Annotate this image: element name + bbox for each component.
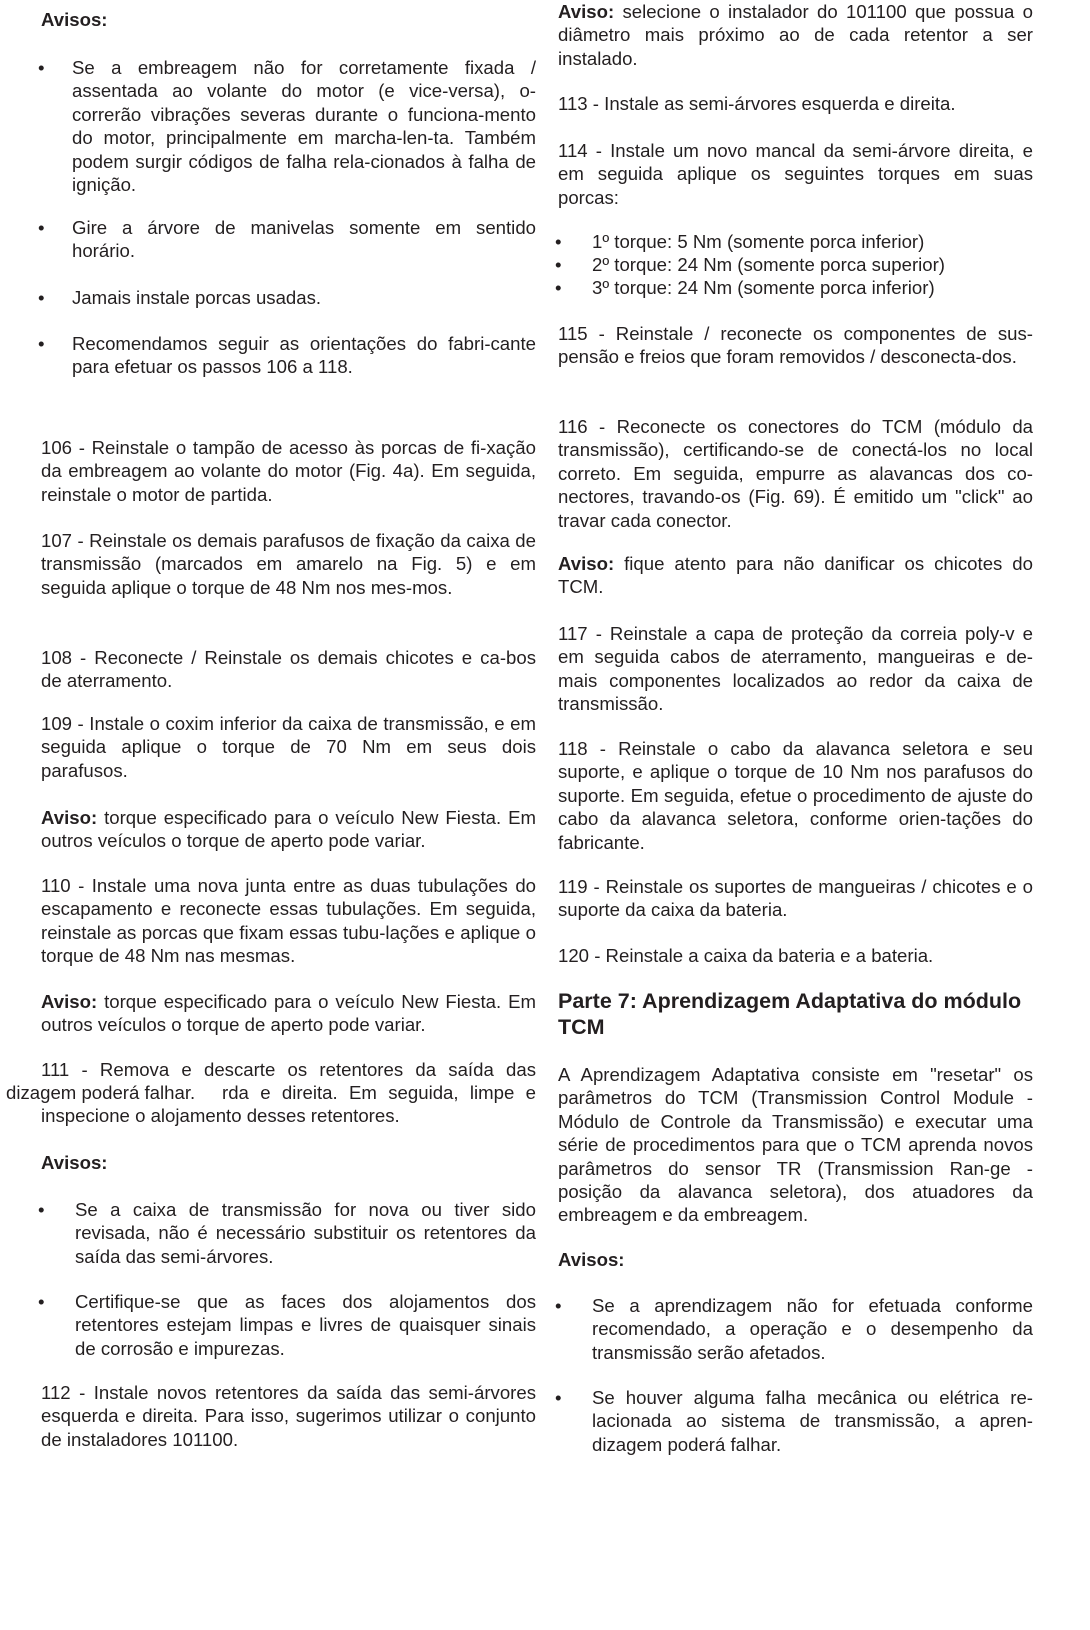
aviso-note: Aviso: selecione o instalador do 101100 que possua o diâmetro mais próximo ao de cada retentor a ser instalado. <box>558 1 1033 69</box>
step-110: 110 - Instale uma nova junta entre as duas tubulações do escapamento e reconecte essas tubulações. Em seguida, reinstale as porcas que fixam essas tubu-lações e aplique o torque de 48 Nm nas mesmas. <box>41 875 536 967</box>
step-116: 116 - Reconecte os conectores do TCM (módulo da transmissão), certificando-se de conectá-los no local correto. Em seguida, empurre as alavancas dos co-nectores, travando-os (Fig. 69). É emitido um "click" ao travar cada conector. <box>558 416 1033 531</box>
step-111-line2: rda e direita. Em seguida, limpe e <box>222 1082 536 1103</box>
avisos-heading: Avisos: <box>41 9 108 30</box>
step-106: 106 - Reinstale o tampão de acesso às porcas de fi-xação da embreagem ao volante do motor (Fig. 4a). Em seguida, reinstale o motor de partida. <box>41 437 536 505</box>
section-heading: Parte 7: Aprendizagem Adaptativa do módulo TCM <box>558 989 1022 1039</box>
step-119: 119 - Reinstale os suportes de mangueiras / chicotes e o suporte da caixa da bateria. <box>558 876 1033 921</box>
aviso-label: Aviso: <box>41 807 98 828</box>
aviso-label: Aviso: <box>41 991 98 1012</box>
warning-bullet: • Certifique-se que as faces dos alojamentos dos retentores estejam limpas e livres de quaisquer sinais de corrosão e impurezas. <box>38 1291 536 1359</box>
torque-item: • 1º torque: 5 Nm (somente porca inferior) <box>555 231 925 252</box>
torque-item: • 2º torque: 24 Nm (somente porca superior) <box>555 254 945 275</box>
bullet-icon: • <box>38 217 45 238</box>
bullet-icon: • <box>555 1387 562 1408</box>
step-111-line3: inspecione o alojamento desses retentores. <box>41 1105 400 1126</box>
warning-bullet: • Jamais instale porcas usadas. <box>38 287 322 308</box>
warning-bullet: • Se a caixa de transmissão for nova ou tiver sido revisada, não é necessário substituir os retentores da saída das semi-árvores. <box>38 1199 536 1267</box>
bullet-icon: • <box>38 1199 45 1220</box>
warning-bullet: • Recomendamos seguir as orientações do fabri-cante para efetuar os passos 106 a 118. <box>38 333 536 378</box>
avisos-heading: Avisos: <box>41 1152 108 1173</box>
bullet-icon: • <box>555 254 562 275</box>
avisos-heading: Avisos: <box>558 1249 625 1270</box>
aviso-label: Aviso: <box>558 1 615 22</box>
warning-bullet: • Gire a árvore de manivelas somente em sentido horário. <box>38 217 536 262</box>
step-117: 117 - Reinstale a capa de proteção da correia poly-v e em seguida cabos de aterramento, mangueiras e de-mais componentes localizados ao redor da caixa de transmissão. <box>558 623 1033 715</box>
aviso-note: Aviso: fique atento para não danificar os chicotes do TCM. <box>558 553 1033 598</box>
bullet-icon: • <box>38 1291 45 1312</box>
step-113: 113 - Instale as semi-árvores esquerda e direita. <box>558 93 956 114</box>
step-111-line1: 111 - Remova e descarte os retentores da saída das <box>41 1059 536 1080</box>
step-108: 108 - Reconecte / Reinstale os demais chicotes e ca-bos de aterramento. <box>41 647 536 692</box>
warning-bullet: • Se a embreagem não for corretamente fixada / assentada ao volante do motor (e vice-versa), o-correrão vibrações severas durante o funciona-mento do motor, principalmente em marcha-len-ta. Também podem surgir códigos de falha rela-cionados à falha de ignição. <box>38 57 536 196</box>
bullet-icon: • <box>555 277 562 298</box>
part7-intro: A Aprendizagem Adaptativa consiste em "resetar" os parâmetros do TCM (Transmission Control Module - Módulo de Controle da Transmissão) e executar uma série de procedimentos para que o TCM aprenda novos parâmetros do sensor TR (Transmission Ran-ge - posição da alavanca seletora), dos atuadores da embreagem e da embreagem. <box>558 1064 1033 1226</box>
aviso-note: Aviso: torque especificado para o veículo New Fiesta. Em outros veículos o torque de aperto pode variar. <box>41 991 536 1036</box>
bullet-icon: • <box>38 57 45 78</box>
step-115: 115 - Reinstale / reconecte os componentes de sus-pensão e freios que foram removidos / desconecta-dos. <box>558 323 1033 368</box>
overlap-fragment: dizagem poderá falhar. <box>6 1081 199 1104</box>
bullet-icon: • <box>555 231 562 252</box>
warning-bullet: • Se a aprendizagem não for efetuada conforme recomendado, a operação e o desempenho da transmissão serão afetados. <box>555 1295 1033 1363</box>
step-107: 107 - Reinstale os demais parafusos de fixação da caixa de transmissão (marcados em amarelo na Fig. 5) e em seguida aplique o torque de 48 Nm nos mes-mos. <box>41 530 536 598</box>
bullet-icon: • <box>38 333 45 354</box>
aviso-label: Aviso: <box>558 553 615 574</box>
aviso-note: Aviso: torque especificado para o veículo New Fiesta. Em outros veículos o torque de aperto pode variar. <box>41 807 536 852</box>
step-120: 120 - Reinstale a caixa da bateria e a bateria. <box>558 945 934 966</box>
bullet-icon: • <box>38 287 45 308</box>
bullet-icon: • <box>555 1295 562 1316</box>
step-109: 109 - Instale o coxim inferior da caixa de transmissão, e em seguida aplique o torque de 70 Nm em seus dois parafusos. <box>41 713 536 781</box>
warning-bullet: • Se houver alguma falha mecânica ou elétrica re-lacionada ao sistema de transmissão, a apren-dizagem poderá falhar. <box>555 1387 1033 1455</box>
step-114: 114 - Instale um novo mancal da semi-árvore direita, e em seguida aplique os seguintes torques em suas porcas: <box>558 140 1033 208</box>
torque-item: • 3º torque: 24 Nm (somente porca inferior) <box>555 277 935 298</box>
step-118: 118 - Reinstale o cabo da alavanca seletora e seu suporte, e aplique o torque de 10 Nm nos parafusos do suporte. Em seguida, efetue o procedimento de ajuste do cabo da alavanca seletora, conforme orien-tações do fabricante. <box>558 738 1033 853</box>
step-112: 112 - Instale novos retentores da saída das semi-árvores esquerda e direita. Para isso, sugerimos utilizar o conjunto de instaladores 101100. <box>41 1382 536 1450</box>
